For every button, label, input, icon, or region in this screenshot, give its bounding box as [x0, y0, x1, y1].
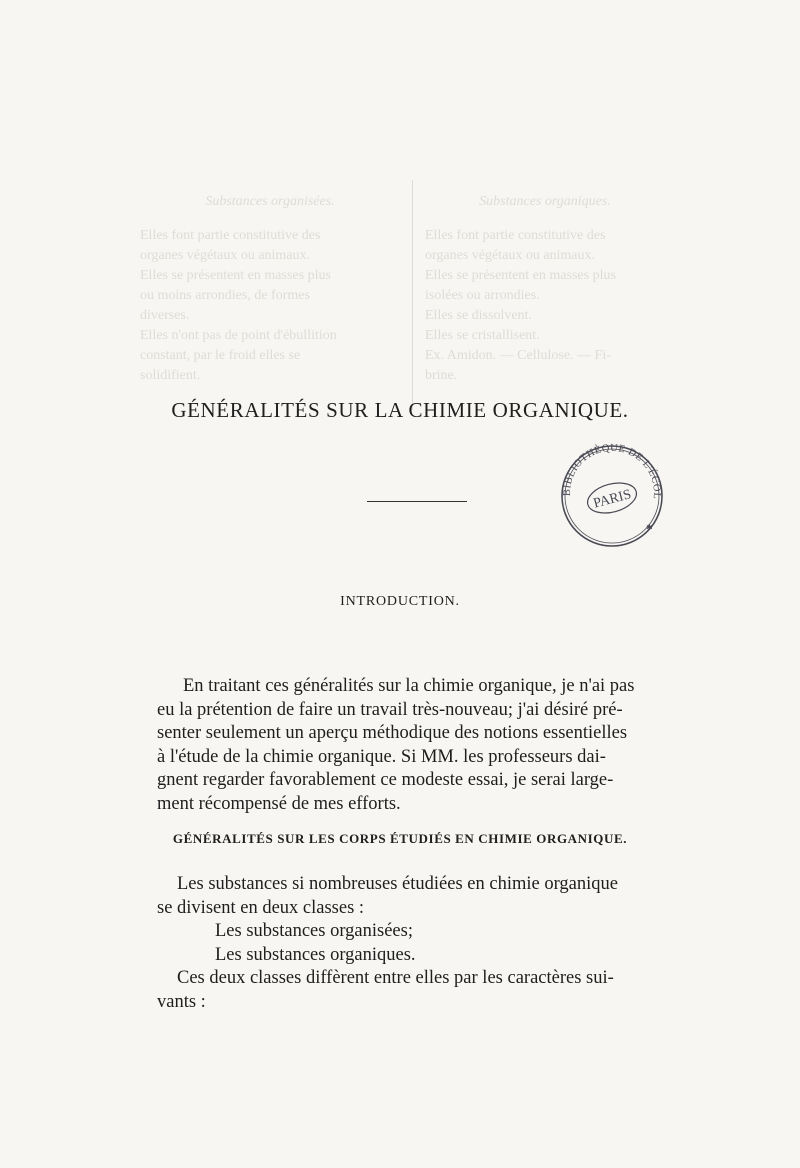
svg-text:✱: ✱: [646, 523, 653, 532]
body-line: Les substances si nombreuses étudiées en chimie organique: [177, 874, 618, 894]
page-title: GÉNÉRALITÉS SUR LA CHIMIE ORGANIQUE.: [171, 398, 629, 422]
body-line: se divisent en deux classes :: [157, 897, 365, 918]
ghost-left-line: Elles n'ont pas de point d'ébullition: [140, 328, 337, 343]
ghost-right-line: Elles se dissolvent.: [425, 308, 532, 323]
ghost-right-line: Elles se cristallisent.: [425, 328, 540, 343]
body-line: vants :: [157, 991, 206, 1012]
body-line: Ces deux classes diffèrent entre elles par les caractères sui-: [177, 968, 614, 988]
ghost-left-column: [140, 192, 400, 386]
body-text: [157, 873, 643, 1014]
ghost-column-divider: [412, 180, 413, 410]
ghost-left-line: constant, par le froid elles se: [140, 348, 301, 363]
ghost-right-line: organes végétaux ou animaux.: [425, 248, 596, 263]
svg-text:BIBLIOTHÈQUE DE L'ÉCOLE DE PHA: [549, 440, 662, 500]
ghost-left-line: diverses.: [140, 308, 190, 323]
class-list-item: Les substances organiques.: [215, 944, 416, 965]
ghost-left-header: Substances organisées.: [205, 194, 335, 209]
ghost-right-line: isolées ou arrondies.: [425, 288, 540, 303]
stamp-center-text: PARIS: [591, 487, 633, 512]
ghost-left-line: organes végétaux ou animaux.: [140, 248, 311, 263]
ghost-right-line: Elles font partie constitutive des: [425, 228, 606, 243]
stamp-outer-text: BIBLIOTHÈQUE DE L'ÉCOL: [561, 442, 663, 500]
ghost-right-line: Ex. Amidon. — Cellulose. — Fi-: [425, 348, 611, 363]
intro-line: gnent regarder favorablement ce modeste essai, je serai large-: [157, 770, 614, 790]
ghost-left-line: Elles se présentent en masses plus: [140, 268, 331, 283]
ghost-left-line: ou moins arrondies, de formes: [140, 288, 310, 303]
ghost-left-line: Elles font partie constitutive des: [140, 228, 321, 243]
introduction-paragraph: [157, 675, 643, 816]
intro-line: senter seulement un aperçu méthodique des notions essentielles: [157, 723, 628, 743]
ghost-left-line: solidifient.: [140, 368, 201, 383]
ghost-right-line: Elles se présentent en masses plus: [425, 268, 616, 283]
intro-line: eu la prétention de faire un travail très-nouveau; j'ai désiré pré-: [157, 699, 623, 720]
intro-line: à l'étude de la chimie organique. Si MM. les professeurs dai-: [157, 746, 606, 767]
library-stamp: [549, 440, 675, 552]
ghost-right-line: brine.: [425, 368, 458, 383]
class-list-item: Les substances organisées;: [215, 921, 413, 941]
introduction-heading: INTRODUCTION.: [340, 594, 460, 609]
section-divider: [367, 501, 467, 502]
intro-line: ment récompensé de mes efforts.: [157, 793, 401, 814]
ghost-right-header: Substances organiques.: [479, 194, 611, 209]
generalities-heading: GÉNÉRALITÉS SUR LES CORPS ÉTUDIÉS EN CHIMIE ORGANIQUE.: [172, 831, 628, 846]
ghost-right-column: [425, 192, 665, 386]
stamp-seal: [549, 440, 675, 552]
intro-line: En traitant ces généralités sur la chimie organique, je n'ai pas: [183, 676, 635, 696]
